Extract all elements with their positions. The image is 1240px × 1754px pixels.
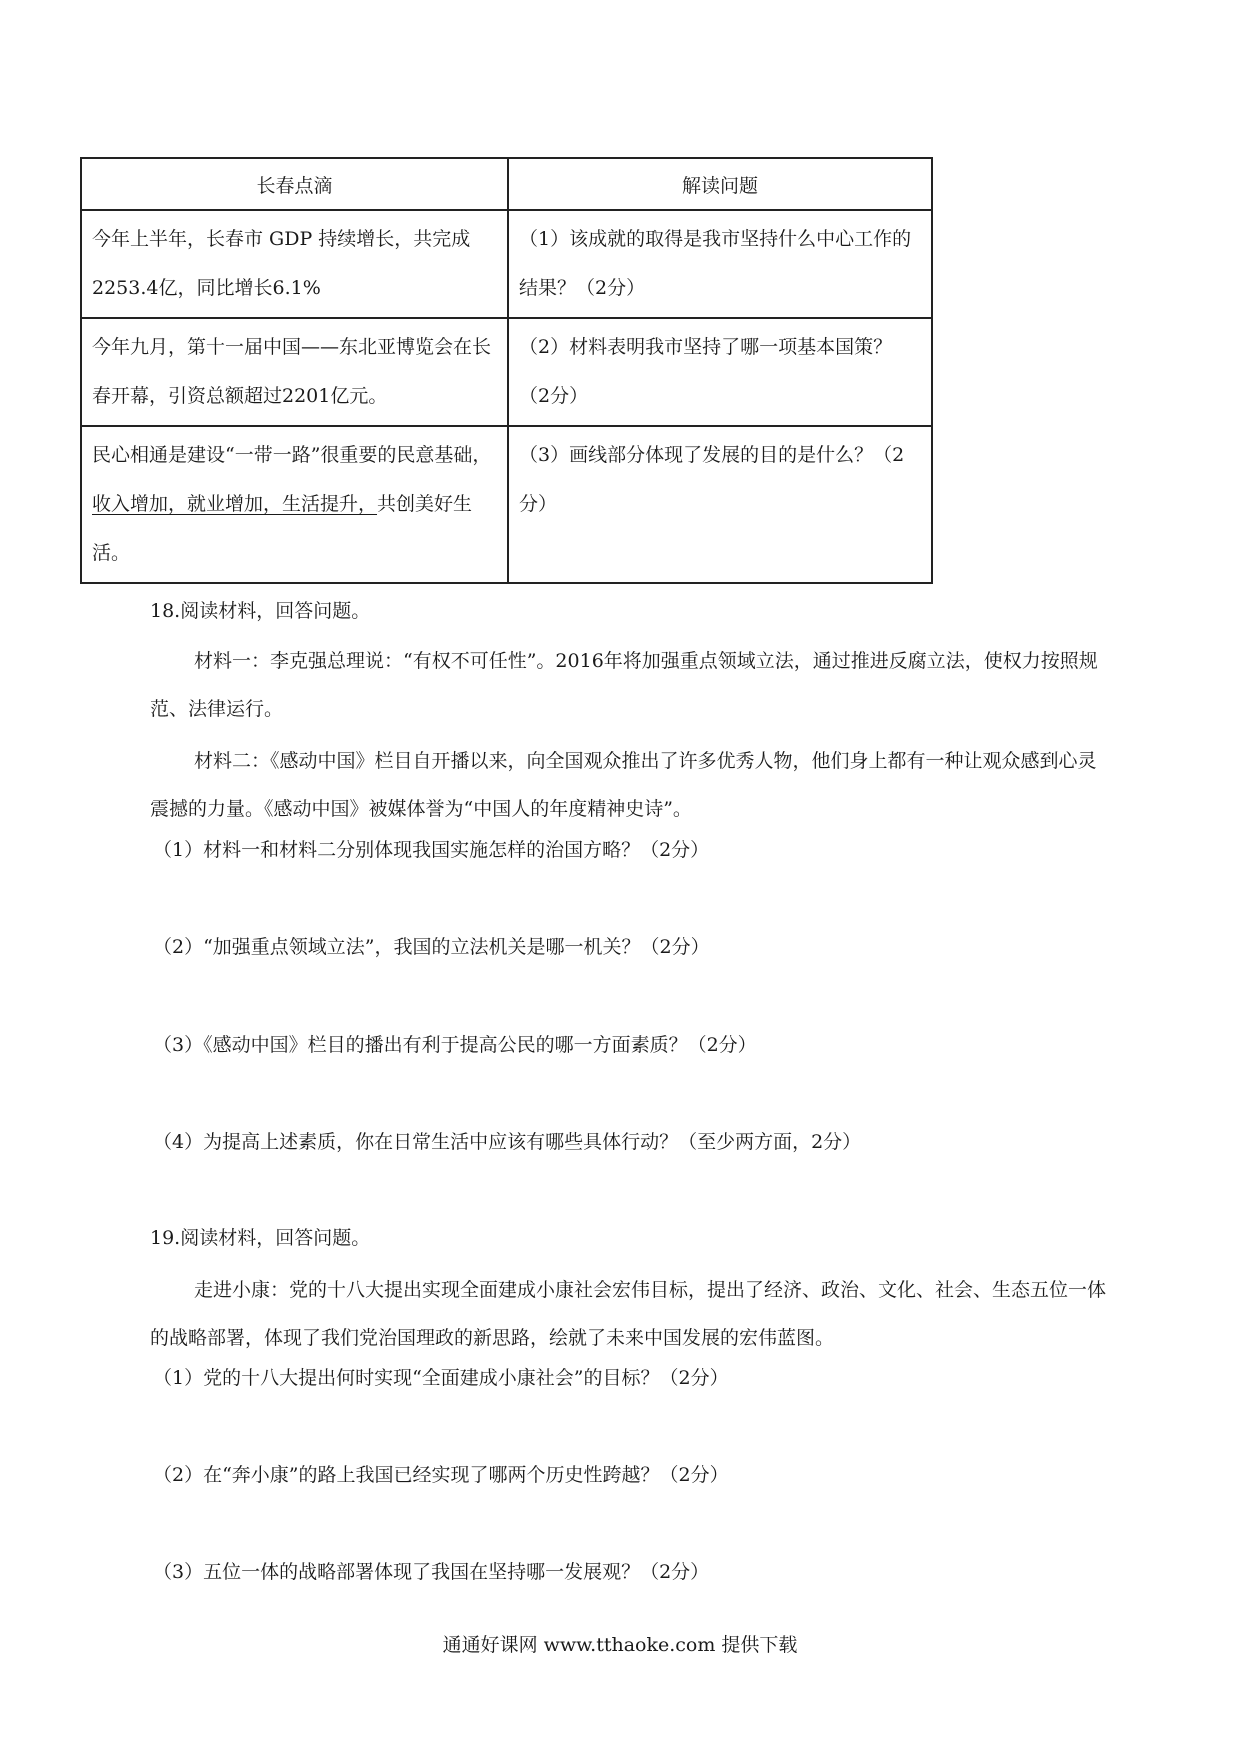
- question-19-sub-1: （1）党的十八大提出何时实现“全面建成小康社会”的目标？（2分）: [153, 1367, 729, 1389]
- table-cell: 今年上半年，长春市 GDP 持续增长，共完成2253.4亿，同比增长6.1%: [81, 210, 508, 318]
- table-header-row: [81, 158, 932, 210]
- question-18-sub-4: （4）为提高上述素质，你在日常生活中应该有哪些具体行动？（至少两方面，2分）: [153, 1131, 862, 1153]
- table-row: [81, 318, 932, 426]
- table-header: 解读问题: [508, 158, 932, 210]
- underlined-text: 收入增加，就业增加，生活提升，: [92, 493, 378, 515]
- cell-text: 共创美好生活。: [92, 493, 473, 564]
- question-18-sub-1: （1）材料一和材料二分别体现我国实施怎样的治国方略？（2分）: [153, 839, 710, 861]
- question-19-title: 19.阅读材料，回答问题。: [150, 1227, 371, 1249]
- question-18-sub-3: （3）《感动中国》栏目的播出有利于提高公民的哪一方面素质？（2分）: [153, 1034, 757, 1056]
- table-cell: （3）画线部分体现了发展的目的是什么？（2分）: [508, 426, 932, 583]
- table-row: [81, 426, 932, 583]
- question-19-sub-2: （2）在“奔小康”的路上我国已经实现了哪两个历史性跨越？（2分）: [153, 1464, 729, 1486]
- cell-text: 民心相通是建设“一带一路”很重要的民意基础，: [92, 444, 492, 466]
- question-18-sub-2: （2）“加强重点领域立法”，我国的立法机关是哪一机关？（2分）: [153, 936, 710, 958]
- question-19-sub-3: （3）五位一体的战略部署体现了我国在坚持哪一发展观？（2分）: [153, 1561, 710, 1583]
- question-18-material-1: 材料一：李克强总理说：“有权不可任性”。2016年将加强重点领域立法，通过推进反腐立法，使权力按照规范、法律运行。: [150, 650, 1098, 720]
- question-19-material: 走进小康：党的十八大提出实现全面建成小康社会宏伟目标，提出了经济、政治、文化、社会、生态五位一体的战略部署，体现了我们党治国理政的新思路，绘就了未来中国发展的宏伟蓝图。: [150, 1279, 1107, 1349]
- info-table: [80, 157, 933, 584]
- table-header: 长春点滴: [81, 158, 508, 210]
- question-18-title: 18.阅读材料，回答问题。: [150, 600, 371, 622]
- table-row: [81, 210, 932, 318]
- table-cell: （1）该成就的取得是我市坚持什么中心工作的结果？（2分）: [508, 210, 932, 318]
- table-cell: （2）材料表明我市坚持了哪一项基本国策？（2分）: [508, 318, 932, 426]
- page-footer: 通通好课网 www.tthaoke.com 提供下载: [442, 1634, 798, 1656]
- table-cell: [81, 426, 508, 583]
- question-18-material-2: 材料二：《感动中国》栏目自开播以来，向全国观众推出了许多优秀人物，他们身上都有一种让观众感到心灵震撼的力量。《感动中国》被媒体誉为“中国人的年度精神史诗”。: [150, 750, 1097, 820]
- table-cell: 今年九月，第十一届中国——东北亚博览会在长春开幕，引资总额超过2201亿元。: [81, 318, 508, 426]
